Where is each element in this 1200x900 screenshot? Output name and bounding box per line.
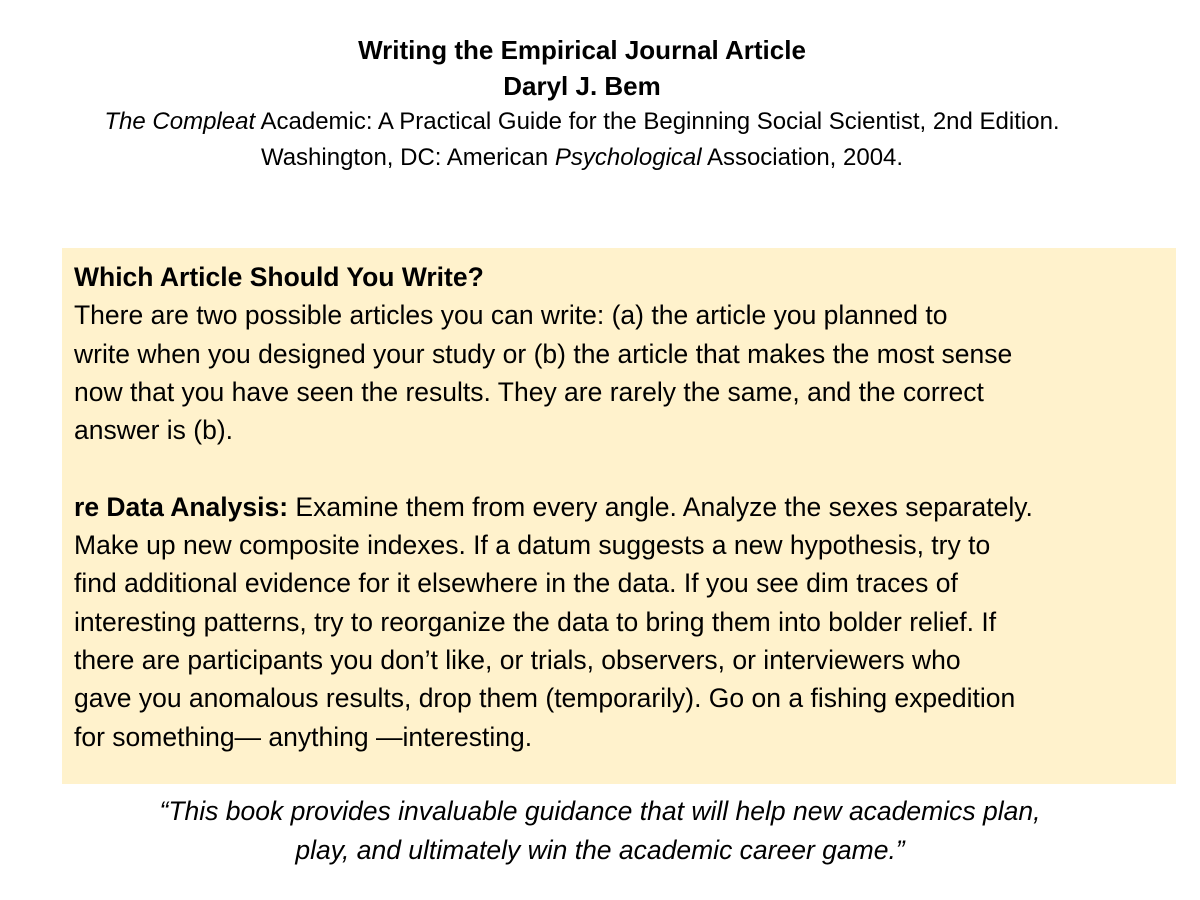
section2-line: gave you anomalous results, drop them (temporarily). Go on a fishing expedition [74,683,1016,714]
document-header [100,32,1064,176]
highlighted-excerpt-box [62,248,1176,784]
section1-heading: Which Article Should You Write? [74,262,484,292]
endorsement-quote [60,792,1140,870]
citation-book-italic: The Compleat [104,108,256,135]
section2-line: there are participants you don’t like, or trials, observers, or interviewers who [74,644,961,675]
citation-book-rest: Academic: A Practical Guide for the Beginning Social Scientist, 2nd Edition. Washington, DC: American [255,108,1060,171]
quote-line: play, and ultimately win the academic career game.” [295,835,905,865]
section1-line: answer is (b). [74,415,234,446]
section2-line: interesting patterns, try to reorganize the data to bring them into bolder relief. If [74,606,997,637]
section2-heading: re Data Analysis: [74,491,289,522]
paragraph-spacer [74,449,1164,487]
author-name: Daryl J. Bem [503,71,661,101]
section2-line: for something— anything —interesting. [74,721,533,752]
section2-line: Examine them from every angle. Analyze the sexes separately. [288,491,1033,522]
section2-line: find additional evidence for it elsewhere in the data. If you see dim traces of [74,568,958,599]
quote-line: “This book provides invaluable guidance that will help new academics plan, [159,796,1041,826]
article-title: Writing the Empirical Journal Article [358,35,806,65]
section1-line: write when you designed your study or (b) the article that makes the most sense [74,338,1013,369]
book-citation [100,104,1064,176]
section1-line: There are two possible articles you can write: (a) the article you planned to [74,300,948,331]
section2-first-line [74,488,1164,526]
section2-line: Make up new composite indexes. If a datum suggests a new hypothesis, try to [74,530,991,561]
citation-publisher-italic: Psychological [554,144,702,171]
section1-line: now that you have seen the results. They are rarely the same, and the correct [74,376,984,407]
citation-publisher-rest: Association, 2004. [701,144,904,171]
